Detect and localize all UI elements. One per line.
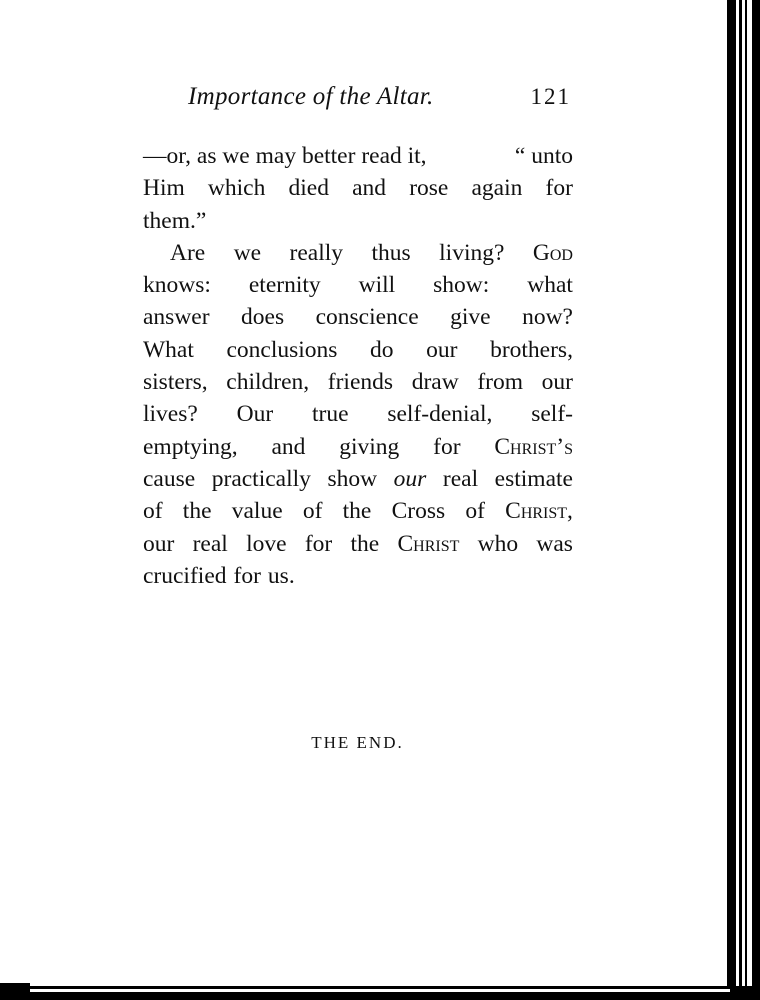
word: God: [532, 239, 573, 266]
word: for: [545, 175, 573, 202]
end-mark: THE END.: [311, 733, 404, 752]
word: value: [231, 498, 283, 525]
word: emptying,: [143, 433, 238, 460]
text-line: [143, 205, 573, 237]
word: and: [352, 175, 387, 202]
running-head: [188, 83, 573, 111]
word: do: [370, 336, 394, 363]
word: Christ’s: [494, 433, 573, 460]
page-number: 121: [530, 84, 571, 109]
word: who: [477, 530, 519, 557]
text-line: [143, 140, 573, 172]
word: true: [312, 401, 349, 428]
text-line: [143, 366, 573, 398]
word: the: [342, 498, 372, 525]
word: draw: [411, 369, 459, 396]
scan-edge-line: [752, 0, 760, 1000]
word: lives?: [143, 401, 198, 428]
word: Christ: [397, 530, 460, 557]
word: crucified: [143, 562, 227, 589]
text-line: [143, 560, 573, 592]
word: brothers,: [490, 336, 573, 363]
word: self-denial,: [387, 401, 493, 428]
word: answer: [143, 304, 210, 331]
word: of: [143, 498, 163, 525]
scan-edge-right: [727, 0, 736, 1000]
word: our: [393, 465, 427, 492]
word: knows:: [143, 272, 211, 299]
word: give: [450, 304, 491, 331]
word: of: [302, 498, 323, 525]
word: our: [426, 336, 458, 363]
word: we: [233, 239, 262, 266]
word: does: [241, 304, 285, 331]
scan-edge-line: [745, 0, 747, 1000]
word: love: [246, 530, 287, 557]
word: real: [442, 465, 479, 492]
scan-edge-line: [739, 0, 742, 1000]
word: cause: [143, 465, 196, 492]
word: for: [433, 433, 461, 460]
word: our: [541, 369, 573, 396]
word: really: [289, 239, 344, 266]
word: show:: [433, 272, 490, 299]
word: of: [465, 498, 485, 525]
word: which: [207, 175, 266, 202]
scan-edge-bottom-line: [30, 989, 730, 992]
word: our: [143, 530, 175, 557]
word: the: [182, 498, 212, 525]
word: —or, as we may better read it,: [143, 143, 427, 169]
word: Are: [170, 239, 206, 266]
word: self-: [531, 401, 573, 428]
text-line: [143, 398, 573, 430]
word: Him: [143, 175, 185, 202]
text-line: [143, 301, 573, 333]
word: the: [350, 530, 380, 557]
word: practically: [211, 465, 311, 492]
word: sisters,: [143, 369, 208, 396]
running-head-title: Importance of the Altar.: [188, 83, 434, 110]
word: for: [233, 562, 261, 589]
word: Our: [236, 401, 274, 428]
word: real: [192, 530, 228, 557]
word: from: [477, 369, 523, 396]
word: What: [143, 336, 194, 363]
word: children,: [226, 369, 310, 396]
word: giving: [339, 433, 400, 460]
body-text: [143, 140, 573, 592]
word: was: [536, 530, 573, 557]
word: estimate: [494, 465, 573, 492]
word: friends: [327, 369, 394, 396]
text-line: [143, 334, 573, 366]
text-line: [143, 237, 573, 269]
text-line: [143, 528, 573, 560]
word: for: [304, 530, 333, 557]
word: Christ,: [505, 498, 573, 525]
word: conscience: [315, 304, 419, 331]
word: what: [527, 272, 573, 299]
word: show: [327, 465, 378, 492]
word: eternity: [248, 272, 321, 299]
text-line: [143, 431, 573, 463]
text-line: [143, 172, 573, 204]
word: again: [471, 175, 523, 202]
word: living?: [439, 239, 505, 266]
word: “ unto: [514, 143, 573, 169]
word: thus: [371, 239, 411, 266]
text-line: [143, 269, 573, 301]
word: now?: [522, 304, 573, 331]
word: them.”: [143, 207, 207, 234]
word: Cross: [391, 498, 446, 525]
text-line: [143, 495, 573, 527]
text-line: [143, 463, 573, 495]
word: will: [358, 272, 396, 299]
word: rose: [409, 175, 449, 202]
word: and: [271, 433, 306, 460]
word: us.: [267, 562, 295, 589]
word: conclusions: [226, 336, 338, 363]
word: died: [288, 175, 329, 202]
